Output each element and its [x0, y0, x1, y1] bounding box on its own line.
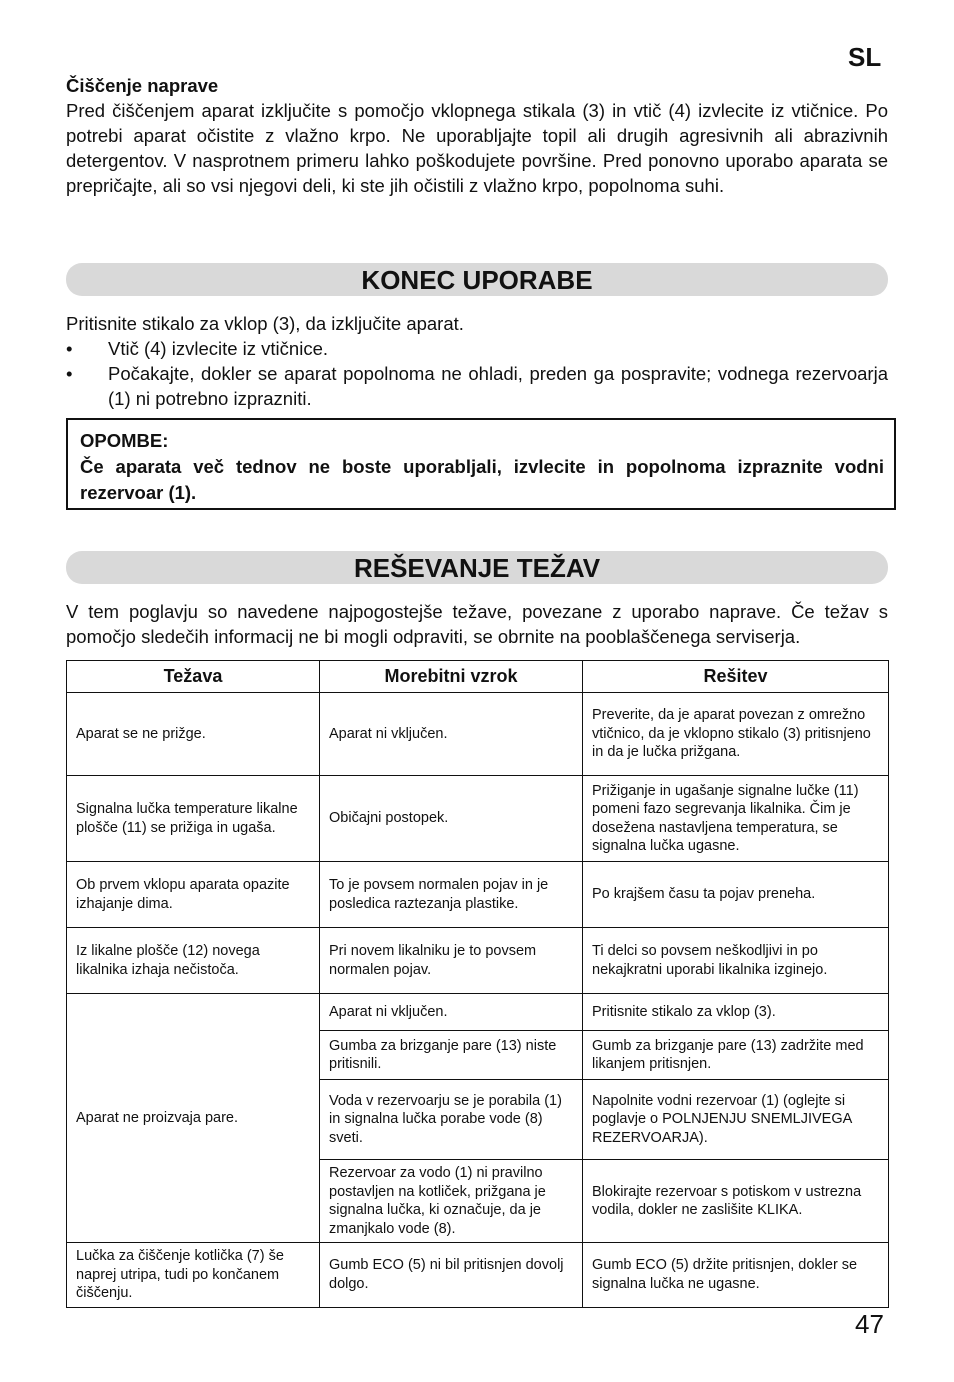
- column-header-cause: Morebitni vzrok: [320, 661, 583, 693]
- column-header-problem: Težava: [67, 661, 320, 693]
- bullet-icon: •: [66, 338, 73, 359]
- cause-cell: Voda v rezervoarju se je porabila (1) in signalna lučka porabe vode (8) sveti.: [320, 1080, 583, 1160]
- solution-cell: Napolnite vodni rezervoar (1) (oglejte si poglavje o POLNJENJU SNEMLJIVEGA REZERVOARJA).: [583, 1080, 889, 1160]
- solution-cell: Blokirajte rezervoar s potiskom v ustrezna vodila, dokler ne zaslišite KLIKA.: [583, 1160, 889, 1243]
- problem-cell: Signalna lučka temperature likalne plošče (11) se prižiga in ugaša.: [67, 776, 320, 862]
- cause-cell: Gumb ECO (5) ni bil pritisnjen dovolj dolgo.: [320, 1243, 583, 1308]
- end-of-use-list: [66, 336, 888, 411]
- language-code: SL: [848, 42, 882, 72]
- cause-cell: Rezervoar za vodo (1) ni pravilno postavljen na kotliček, prižgana je signalna lučka, ki označuje, da je zmanjkalo vode (8).: [320, 1160, 583, 1243]
- page-number: 47: [855, 1309, 884, 1339]
- section-title-end-of-use: KONEC UPORABE: [66, 263, 888, 296]
- problem-cell: Aparat ne proizvaja pare.: [67, 994, 320, 1243]
- cleaning-section: [66, 73, 888, 198]
- note-text: Če aparata več tednov ne boste uporabljali, izvlecite in popolnoma izpraznite vodni rezervoar (1).: [80, 456, 884, 503]
- solution-cell: Pritisnite stikalo za vklop (3).: [583, 994, 889, 1031]
- cause-cell: Običajni postopek.: [320, 776, 583, 862]
- cleaning-text: Pred čiščenjem aparat izključite s pomočjo vklopnega stikala (3) in vtič (4) izvlecite iz vtičnice. Po potrebi aparat očistite z vlažno krpo. Ne uporabljajte topil ali drugih agresivnih ali abrazivnih detergentov. V nasprotnem primeru lahko poškodujete površine. Pred ponovno uporabo aparata se prepričajte, ali so vsi njegovi deli, ki ste jih očistili z vlažno krpo, popolnoma suhi.: [66, 100, 888, 196]
- cleaning-title: Čiščenje naprave: [66, 75, 219, 96]
- list-item: [66, 336, 888, 361]
- cause-cell: Aparat ni vključen.: [320, 693, 583, 776]
- cause-cell: Aparat ni vključen.: [320, 994, 583, 1031]
- table-header-row: [67, 661, 889, 693]
- solution-cell: Gumb za brizganje pare (13) zadržite med likanjem pritisnjen.: [583, 1031, 889, 1080]
- problem-cell: Iz likalne plošče (12) novega likalnika izhaja nečistoča.: [67, 928, 320, 994]
- solution-cell: Prižiganje in ugašanje signalne lučke (11) pomeni fazo segrevanja likalnika. Čim je dosežena nastavljena temperatura, se signalna lučka ugasne.: [583, 776, 889, 862]
- cause-cell: Gumba za brizganje pare (13) niste pritisnili.: [320, 1031, 583, 1080]
- solution-cell: Ti delci so povsem neškodljivi in po nekajkratni uporabi likalnika izginejo.: [583, 928, 889, 994]
- section-title-troubleshooting: REŠEVANJE TEŽAV: [66, 551, 888, 584]
- table-row: [67, 776, 889, 862]
- end-of-use-section: [66, 311, 888, 411]
- troubleshooting-table: [66, 660, 889, 1308]
- solution-cell: Po krajšem času ta pojav preneha.: [583, 862, 889, 928]
- problem-cell: Ob prvem vklopu aparata opazite izhajanje dima.: [67, 862, 320, 928]
- column-header-solution: Rešitev: [583, 661, 889, 693]
- list-item: [66, 361, 888, 411]
- solution-cell: Preverite, da je aparat povezan z omrežno vtičnico, da je vklopno stikalo (3) pritisnjeno in da je lučka prižgana.: [583, 693, 889, 776]
- note-box: [66, 418, 896, 510]
- troubleshooting-intro: V tem poglavju so navedene najpogostejše težave, povezane z uporabo naprave. Če težav s pomočjo sledečih informacij ne bi mogli odpraviti, se obrnite na pooblaščenega serviserja.: [66, 601, 888, 647]
- bullet-icon: •: [66, 363, 73, 384]
- cause-cell: Pri novem likalniku je to povsem normalen pojav.: [320, 928, 583, 994]
- solution-cell: Gumb ECO (5) držite pritisnjen, dokler se signalna lučka ne ugasne.: [583, 1243, 889, 1308]
- list-item-text: Vtič (4) izvlecite iz vtičnice.: [108, 338, 328, 359]
- problem-cell: Aparat se ne prižge.: [67, 693, 320, 776]
- end-of-use-intro: Pritisnite stikalo za vklop (3), da izključite aparat.: [66, 313, 464, 334]
- list-item-text: Počakajte, dokler se aparat popolnoma ne ohladi, preden ga pospravite; vodnega rezervoarja (1) ni potrebno izprazniti.: [108, 363, 888, 409]
- note-title: OPOMBE:: [80, 430, 169, 451]
- cause-cell: To je povsem normalen pojav in je posledica raztezanja plastike.: [320, 862, 583, 928]
- table-row: [67, 994, 889, 1031]
- table-row: [67, 928, 889, 994]
- table-row: [67, 862, 889, 928]
- problem-cell: Lučka za čiščenje kotlička (7) še naprej utripa, tudi po končanem čiščenju.: [67, 1243, 320, 1308]
- table-row: [67, 1243, 889, 1308]
- table-row: [67, 693, 889, 776]
